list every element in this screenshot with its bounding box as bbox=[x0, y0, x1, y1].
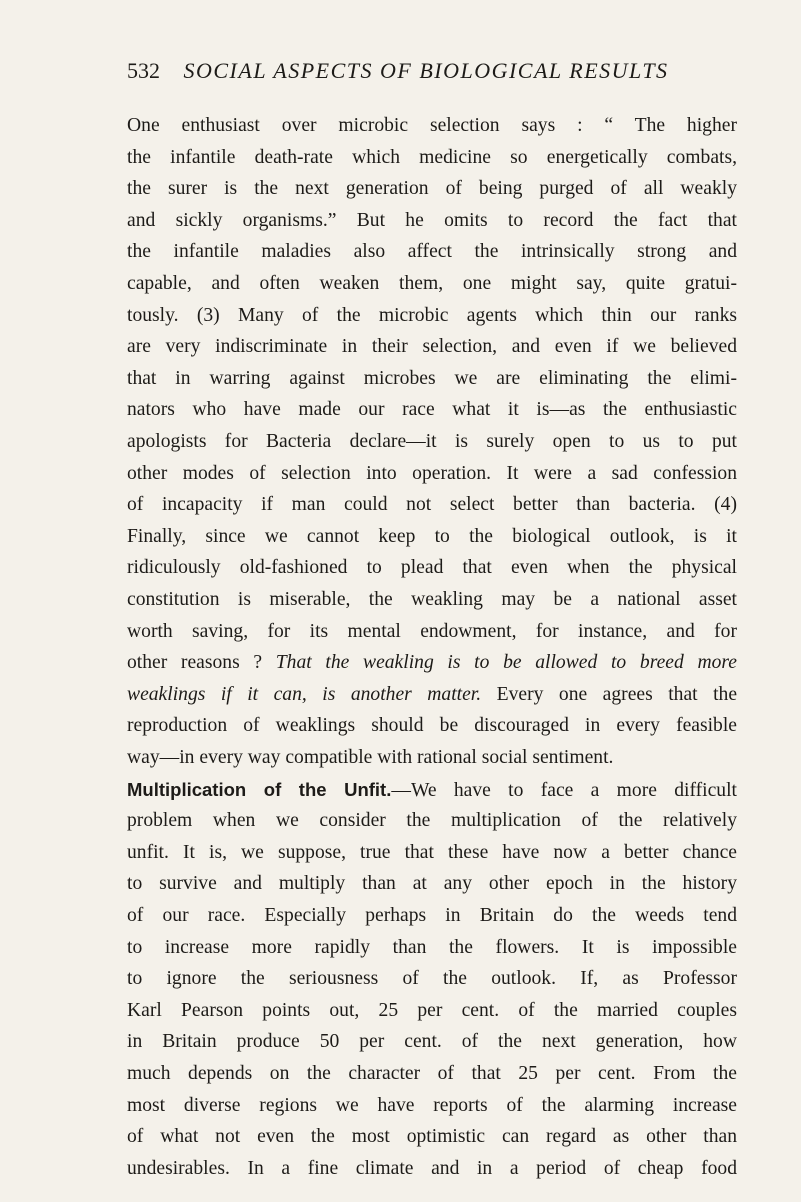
text-line bbox=[127, 205, 737, 237]
text-run: to ignore the seriousness of the outlook. If, as Professor bbox=[127, 968, 737, 990]
running-head: SOCIAL ASPECTS OF BIOLOGICAL RESULTS bbox=[183, 58, 669, 83]
text-line bbox=[127, 932, 737, 964]
text-run: of what not even the most optimistic can regard as other than bbox=[127, 1126, 737, 1148]
text-line bbox=[127, 394, 737, 426]
text-run: way—in every way compatible with rational social sentiment. bbox=[127, 747, 614, 768]
text-line bbox=[127, 489, 737, 521]
text-run: of our race. Especially perhaps in Britain do the weeds tend bbox=[127, 905, 737, 926]
text-run: Finally, since we cannot keep to the biological outlook, is it bbox=[127, 525, 737, 547]
text-line bbox=[127, 995, 737, 1027]
text-run: Every one agrees that the bbox=[481, 683, 738, 705]
text-run: tously. (3) Many of the microbic agents which thin our ranks bbox=[127, 304, 737, 326]
text-run: constitution is miserable, the weakling may be a national asset bbox=[127, 589, 737, 610]
text-line bbox=[127, 300, 737, 332]
text-run: reproduction of weaklings should be discouraged in every feasible bbox=[127, 715, 737, 737]
text-line bbox=[127, 363, 737, 395]
text-run: that in warring against microbes we are eliminating the elimi- bbox=[127, 367, 737, 389]
text-run: undesirables. In a fine climate and in a period of cheap food bbox=[127, 1157, 737, 1179]
text-run: unfit. It is, we suppose, true that these have now a better chance bbox=[127, 841, 737, 863]
text-run: much depends on the character of that 25 per cent. From the bbox=[127, 1063, 737, 1084]
text-run: the infantile death-rate which medicine so energetically combats, bbox=[127, 146, 737, 168]
text-run: most diverse regions we have reports of the alarming increase bbox=[127, 1094, 737, 1116]
text-line bbox=[127, 805, 737, 837]
text-run: and sickly organisms.” But he omits to record the fact that bbox=[127, 209, 737, 231]
text-line bbox=[127, 1153, 737, 1185]
text-run: the infantile maladies also affect the intrinsically strong and bbox=[127, 241, 737, 263]
text-run: One enthusiast over microbic selection says : “ The higher bbox=[127, 115, 737, 136]
text-run: ridiculously old-fashioned to plead that even when the physical bbox=[127, 557, 737, 579]
text-line bbox=[127, 900, 737, 932]
text-line bbox=[127, 963, 737, 995]
text-line bbox=[127, 710, 737, 742]
text-line bbox=[127, 521, 737, 553]
text-line bbox=[127, 647, 737, 679]
page-number: 532 bbox=[127, 58, 160, 83]
text-line bbox=[127, 1090, 737, 1122]
text-line bbox=[127, 142, 737, 174]
text-run: apologists for Bacteria declare—it is surely open to us to put bbox=[127, 431, 737, 452]
text-run: other reasons ? bbox=[127, 652, 276, 674]
text-line bbox=[127, 1026, 737, 1058]
text-run: in Britain produce 50 per cent. of the next generation, how bbox=[127, 1031, 737, 1053]
text-run: capable, and often weaken them, one might say, quite gratui- bbox=[127, 273, 737, 294]
text-line bbox=[127, 268, 737, 300]
text-line bbox=[127, 236, 737, 268]
text-run: That the weakling is to be allowed to breed more bbox=[275, 652, 737, 674]
section-heading: Multiplication of the Unfit. bbox=[127, 778, 392, 800]
page-header bbox=[127, 58, 727, 92]
text-run: problem when we consider the multiplication of the relatively bbox=[127, 810, 737, 832]
text-line bbox=[127, 616, 737, 648]
text-run: of incapacity if man could not select better than bacteria. (4) bbox=[127, 494, 737, 516]
text-line bbox=[127, 837, 737, 869]
text-line bbox=[127, 110, 737, 142]
text-line bbox=[127, 584, 737, 616]
text-run: the surer is the next generation of being purged of all weakly bbox=[127, 178, 737, 200]
text-line bbox=[127, 679, 737, 711]
text-line bbox=[127, 742, 737, 774]
text-line bbox=[127, 173, 737, 205]
text-run: nators who have made our race what it is—as the enthusiastic bbox=[127, 399, 737, 421]
text-run: to survive and multiply than at any other epoch in the history bbox=[127, 873, 737, 895]
text-line bbox=[127, 426, 737, 458]
text-run: —We have to face a more difficult bbox=[391, 779, 737, 801]
text-run: to increase more rapidly than the flowers. It is impossible bbox=[127, 936, 737, 958]
text-line bbox=[127, 774, 737, 806]
text-run: Karl Pearson points out, 25 per cent. of the married couples bbox=[127, 999, 737, 1021]
text-run: are very indiscriminate in their selection, and even if we believed bbox=[127, 336, 737, 358]
text-line bbox=[127, 1121, 737, 1153]
text-run: weaklings if it can, is another matter. bbox=[127, 683, 482, 705]
text-run: other modes of selection into operation. It were a sad confession bbox=[127, 462, 737, 484]
text-line bbox=[127, 868, 737, 900]
text-line bbox=[127, 331, 737, 363]
text-line bbox=[127, 458, 737, 490]
text-run: worth saving, for its mental endowment, for instance, and for bbox=[127, 620, 737, 642]
text-line bbox=[127, 1058, 737, 1090]
text-line bbox=[127, 552, 737, 584]
